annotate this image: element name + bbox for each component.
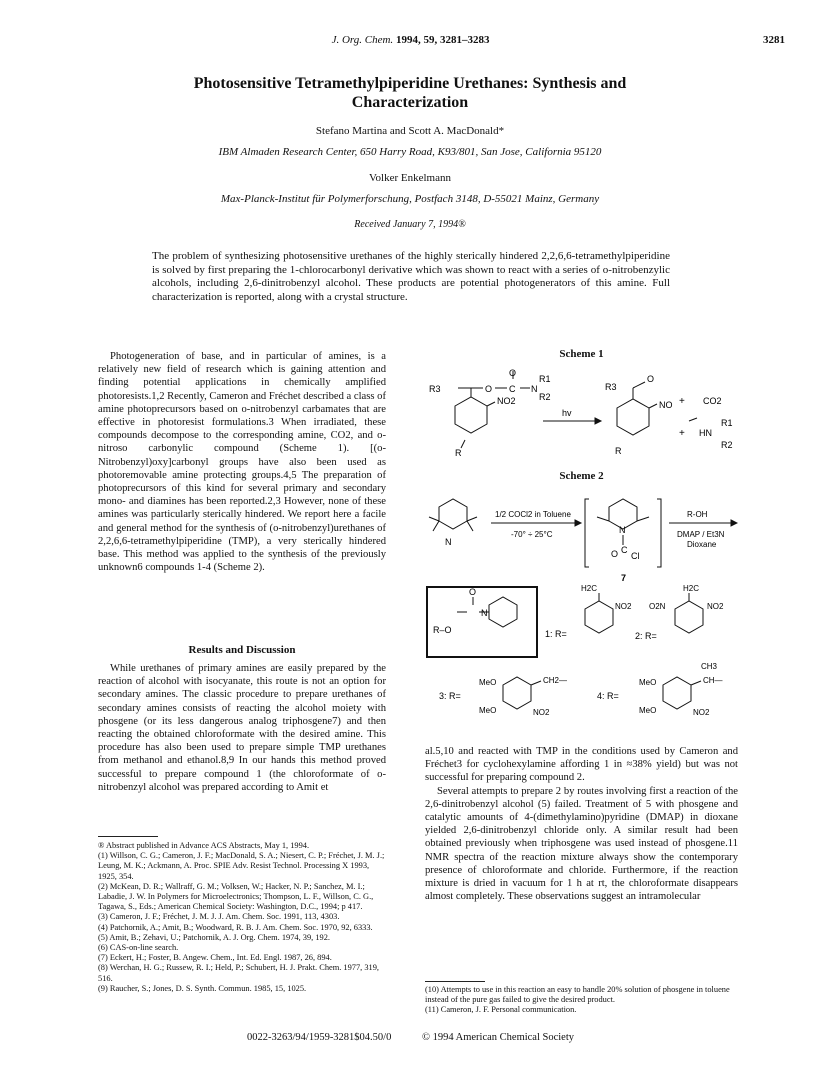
plus-sign: + — [679, 396, 685, 407]
bracket — [585, 499, 589, 567]
footnote: ® Abstract published in Advance ACS Abstracts, May 1, 1994. — [98, 841, 310, 850]
footnotes-left — [98, 841, 386, 994]
journal-year-volume: 1994, 59, 3281–3283 — [395, 34, 490, 46]
n-label: N — [619, 525, 626, 535]
article-title — [110, 74, 710, 112]
results-column — [98, 662, 386, 794]
footnote: (7) Eckert, H.; Foster, B. Angew. Chem., Int. Ed. Engl. 1987, 26, 894. — [98, 953, 332, 963]
compound-number: 7 — [621, 573, 627, 583]
results-paragraph: While urethanes of primary amines are easily prepared by the reaction of alcohol with isocyanate, this route is not an option for secondary amines. The classic procedure to prepare urethanes of secondary amines consists of reacting the alcohol moiety with phosgene (or its less dangerous analog triphosgene7) and then reacting the obtained chloroformate with the desired amine. This procedure has also been used to prepare simple TMP urethanes from methanol and ethanol.8,9 In our hands this method proved successful to prepare compound 1 (the chloroformate of o-nitrobenzyl alcohol was prepared according to Amit et — [98, 663, 386, 793]
abstract: The problem of synthesizing photosensitive urethanes of the highly sterically hindered 2,2,6,6-tetramethylpiperidine is solved by first preparing the 1-chlorocarbonyl derivative which was shown to react with a series of o-nitrobenzylic alcohols, including 2,6-dinitrobenzyl alcohol. These products are potential photogenerators of this amine. Full characterization is reported, along with a crystal structure. — [152, 250, 670, 303]
reagent-label: R-OH — [687, 510, 708, 519]
bond — [429, 517, 439, 521]
bond — [689, 418, 697, 421]
bond — [433, 521, 439, 531]
bracket — [657, 499, 661, 567]
footnote: (3) Cameron, J. F.; Fréchet, J. M. J. J. Am. Chem. Soc. 1991, 113, 4303. — [98, 912, 340, 922]
nh-label: N — [445, 537, 452, 547]
meo-label: MeO — [639, 706, 657, 715]
h2c-label: H2C — [683, 584, 700, 593]
cl-label: Cl — [631, 551, 640, 561]
right-paragraph-2: Several attempts to prepare 2 by routes involving first a reaction of the 2,6-dinitrobenzyl alcohol (5) failed. Treatment of 5 with phosgene and catalytic amounts of 4-(dimethylamino)pyridine (DMAP) in dioxane yielded 2,6-dinitrobenzyl chloride only. A similar result had been obtained previously when triphosgene was used instead of phosgene.11 NMR spectra of the reaction mixture always show the contemporary presence of chloroformate and chloride. Furthermore, if the reaction mixture is dried in vacuum for 1 h at rt, the chloroformate disappears almost completely. These observations suggest an intramolecular — [425, 785, 738, 903]
no2-label: NO2 — [615, 602, 632, 611]
r-label: R — [615, 446, 622, 456]
h2c-label: H2C — [581, 584, 598, 593]
arrow-head — [595, 418, 601, 424]
bond — [649, 404, 657, 408]
o-label: O — [485, 384, 493, 394]
no2-label: NO2 — [707, 602, 724, 611]
scheme-1-diagram — [425, 366, 738, 466]
ro-label: R–O — [433, 625, 452, 635]
plus-sign: + — [679, 428, 685, 439]
bond — [597, 517, 609, 521]
footnote: (2) McKean, D. R.; Wallraff, G. M.; Volksen, W.; Hacker, N. P.; Sanchez, M. I.; Labadie, J. W. In Polymers for Microelectronics; Thompson, L. F., Willson, C. G., Tagawa, S., Eds.; American Chemical Society: Washington, D.C., 1994; p 417. — [98, 881, 374, 912]
right-column — [425, 745, 738, 903]
footnote: (10) Attempts to use in this reaction an easy to handle 20% solution of phosgene in toluene instead of the pure gas failed to give the desired product. — [425, 985, 730, 1005]
copyright: © 1994 American Chemical Society — [421, 1032, 575, 1043]
no-label: NO — [659, 400, 673, 410]
o-label: O — [509, 368, 517, 378]
right-paragraph-1: al.5,10 and reacted with TMP in the conditions used by Cameron and Fréchet3 for cyclohexylamine affording 1 in ≈38% yield) but was not successful for preparing compound 2. — [425, 746, 738, 784]
r3-label: R3 — [429, 384, 441, 394]
no2-label: NO2 — [693, 708, 710, 717]
scheme-2-label: Scheme 2 — [559, 470, 604, 482]
bond — [531, 681, 541, 685]
reagent-label: 1/2 COCl2 in Toluene — [495, 510, 571, 519]
conditions-label: -70° ÷ 25°C — [511, 530, 553, 539]
meo-label: MeO — [479, 678, 497, 687]
reagent-label: hv — [562, 408, 572, 418]
footnote-divider — [98, 836, 158, 837]
co2-label: CO2 — [703, 396, 722, 406]
authors-2: Volker Enkelmann — [369, 172, 451, 184]
page-number: 3281 — [763, 34, 785, 46]
conditions-label: DMAP / Et3N — [677, 530, 725, 539]
ch2-label: CH2— — [543, 676, 568, 685]
scheme-1-label: Scheme 1 — [559, 348, 604, 360]
ch3-label: CH3 — [701, 662, 718, 671]
no2-label: NO2 — [497, 396, 516, 406]
arrow-head — [575, 520, 581, 526]
footnote: (8) Werchan, H. G.; Russew, R. I.; Held, P.; Schubert, H. J. Prakt. Chem. 1977, 319, 516. — [98, 963, 380, 983]
footnotes-right — [425, 985, 738, 1016]
benzene-ring — [617, 399, 649, 435]
o-label: O — [469, 587, 477, 597]
compound-label-1: 1: R= — [545, 629, 567, 639]
bond — [633, 382, 645, 388]
hn-label: HN — [699, 428, 712, 438]
o-label: O — [647, 374, 655, 384]
footnote: (9) Raucher, S.; Jones, D. S. Synth. Commun. 1985, 15, 1025. — [98, 983, 307, 993]
compound-label-2: 2: R= — [635, 631, 657, 641]
c-label: C — [621, 545, 628, 555]
section-title: Results and Discussion — [188, 644, 296, 656]
compound-label-3: 3: R= — [439, 691, 461, 701]
benzene-ring — [455, 397, 487, 433]
no2-label: NO2 — [533, 708, 550, 717]
meo-label: MeO — [639, 678, 657, 687]
c-label: C — [509, 384, 516, 394]
footnote-divider — [425, 981, 485, 982]
conditions-label: Dioxane — [687, 540, 717, 549]
footnote: (11) Cameron, J. F. Personal communication. — [425, 1005, 577, 1015]
r-label: R — [455, 448, 462, 458]
received-date: Received January 7, 1994® — [354, 219, 466, 230]
benzene-ring — [585, 601, 613, 633]
n-label: N — [531, 384, 538, 394]
r1-label: R1 — [721, 418, 733, 428]
bond — [637, 517, 649, 521]
r1-label: R1 — [539, 374, 551, 384]
footnote: (1) Willson, C. G.; Cameron, J. F.; MacDonald, S. A.; Niesert, C. P.; Fréchet, J. M. J.; Leung, M. K.; Ackmann, A. Proc. SPIE Adv. Resist Technol. Processing X 1993, 1925, 354. — [98, 851, 385, 881]
title-line-2: Characterization — [351, 94, 469, 111]
piperidine-ring — [439, 499, 467, 529]
o-label: O — [611, 549, 619, 559]
article-code: 0022-3263/94/1959-3281$04.50/0 — [246, 1032, 392, 1043]
benzene-ring — [503, 677, 531, 709]
bond — [691, 681, 701, 685]
intro-paragraph: Photogeneration of base, and in particular of amines, is a relatively new field of research which is gaining attention and finding potential applications in chemically amplified photoresists.1,2 Recently, Cameron and Fréchet described a class of amine photoprecursors based on o-nitrobenzyl carbamates that are effective in photoresist formulations.3 When irradiated, these compounds decompose to the corresponding amine, CO2, and o-nitroso carbonylic compound (Scheme 1). [(o-Nitrobenzyl)oxy]carbonyl groups have also been used as photoremovable amine protecting groups.4,5 The preparation of photoprecursors of this kind for several primary and secondary mono- and diamines has been reported.2,3 However, none of these amines was particularly sterically hindered. We report here a facile and general method for the synthesis of (o-nitrobenzyl)urethanes of 2,2,6,6-tetramethylpiperidine (TMP), a very sterically hindered base. This method was applied to the synthesis of the previously unknown6 compounds 1-4 (Scheme 2). — [98, 351, 386, 574]
r3-label: R3 — [605, 382, 617, 392]
benzene-ring — [663, 677, 691, 709]
meo-label: MeO — [479, 706, 497, 715]
bond — [467, 521, 473, 531]
intro-column — [98, 350, 386, 574]
general-structure-box — [427, 587, 537, 657]
journal-name: J. Org. Chem. — [331, 34, 394, 46]
benzene-ring — [675, 601, 703, 633]
compound-label-4: 4: R= — [597, 691, 619, 701]
authors-1: Stefano Martina and Scott A. MacDonald* — [315, 125, 505, 137]
bond — [461, 440, 465, 448]
affiliation-2: Max-Planck-Institut für Polymerforschung, Postfach 3148, D-55021 Mainz, Germany — [220, 193, 600, 205]
piperidine-ring — [489, 597, 517, 627]
arrow-head — [731, 520, 737, 526]
bond — [467, 517, 477, 521]
r2-label: R2 — [721, 440, 733, 450]
n-label: N — [481, 608, 488, 618]
r2-label: R2 — [539, 392, 551, 402]
bottom-line — [0, 1032, 821, 1043]
ch-label: CH— — [703, 676, 723, 685]
title-line-1: Photosensitive Tetramethylpiperidine Urethanes: Synthesis and — [193, 75, 627, 92]
affiliation-1: IBM Almaden Research Center, 650 Harry Road, K93/801, San Jose, California 95120 — [218, 146, 602, 158]
footnote: (5) Amit, B.; Zehavi, U.; Patchornik, A. J. Org. Chem. 1974, 39, 192. — [98, 932, 331, 942]
o2n-label: O2N — [649, 602, 666, 611]
footnote: (4) Patchornik, A.; Amit, B.; Woodward, R. B. J. Am. Chem. Soc. 1970, 92, 6333. — [98, 922, 373, 932]
scheme-2-diagram — [425, 487, 738, 742]
bond — [487, 402, 495, 406]
footnote: (6) CAS-on-line search. — [98, 943, 179, 953]
